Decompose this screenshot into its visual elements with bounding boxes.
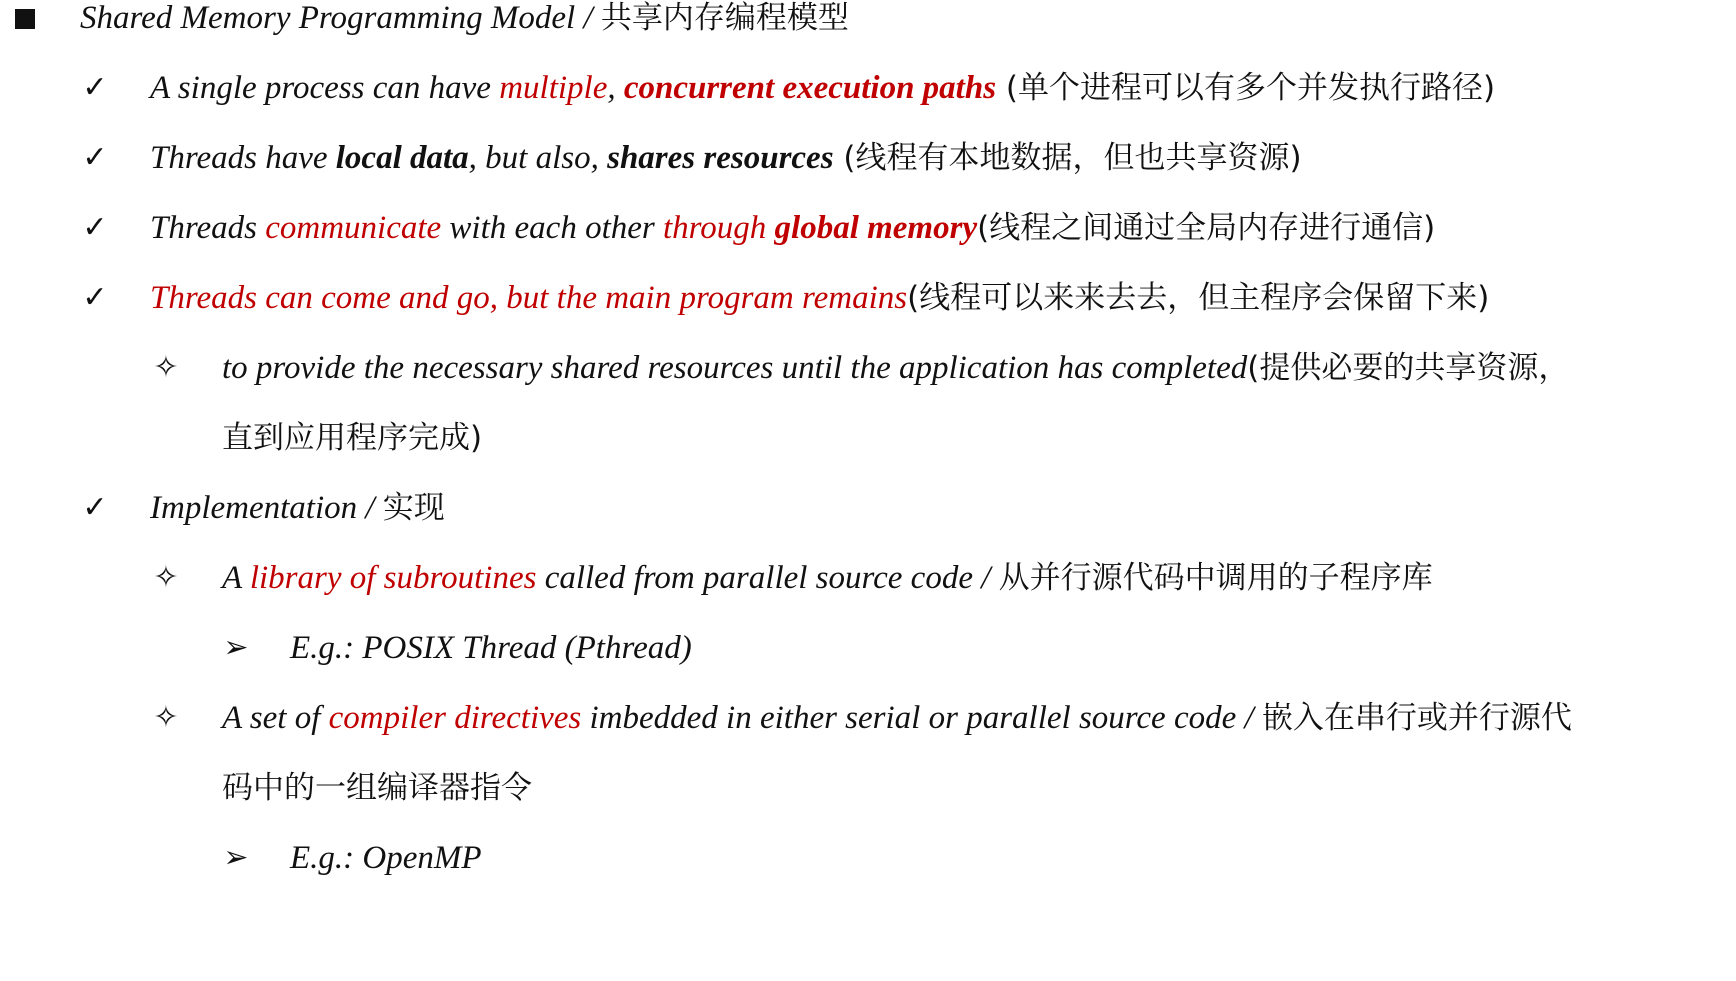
bullet-text — [222, 408, 482, 468]
bullet-text — [222, 688, 1572, 748]
bullet-text — [150, 478, 445, 538]
bullet-text — [80, 0, 849, 48]
text-segment: 直到应用程序完成) — [222, 420, 483, 456]
text-segment: compiler directives — [328, 700, 582, 736]
text-segment: concurrent execution paths — [623, 70, 997, 106]
text-segment: A — [222, 560, 250, 596]
text-segment: to provide the necessary shared resources until the application has completed — [222, 350, 1248, 386]
text-segment: (线程可以来来去去，但主程序会保留下来) — [907, 280, 1490, 316]
text-segment: Threads can come and go, but the main program remains — [150, 280, 908, 316]
text-segment: E.g.: POSIX Thread (Pthread) — [290, 630, 692, 666]
text-segment: communicate — [265, 210, 442, 246]
text-segment: Threads — [150, 210, 266, 246]
bullet-text — [222, 548, 1433, 608]
text-segment: E.g.: OpenMP — [290, 840, 482, 876]
diamond-bullet-icon: ✧ — [153, 350, 179, 385]
text-segment: 嵌入在串行或并行源代 — [1261, 700, 1572, 736]
square-bullet-icon — [12, 0, 38, 48]
arrow-bullet-icon: ➢ — [223, 630, 249, 665]
text-segment: (线程有本地数据，但也共享资源) — [833, 140, 1302, 176]
text-segment: , but also, — [468, 140, 608, 176]
text-segment: library of subroutines — [249, 560, 537, 596]
text-segment: 共享内存编程模型 — [600, 0, 849, 36]
arrow-bullet-icon: ➢ — [223, 840, 249, 875]
diamond-bullet-icon: ✧ — [153, 700, 179, 735]
text-segment: (线程之间通过全局内存进行通信) — [977, 210, 1436, 246]
diamond-bullet-icon: ✧ — [153, 560, 179, 595]
text-segment: with each other — [441, 210, 663, 246]
bullet-text — [150, 58, 1495, 118]
bullet-text — [222, 338, 1569, 398]
bullet-text — [290, 828, 482, 888]
text-segment: called from parallel source code / — [536, 560, 999, 596]
text-segment: global memory — [774, 210, 978, 246]
text-segment: imbedded in either serial or parallel source code / — [581, 700, 1262, 736]
text-segment: through — [662, 210, 775, 246]
text-segment: 实现 — [382, 490, 445, 526]
text-segment: A single process can have — [150, 70, 500, 106]
bullet-text — [150, 198, 1435, 258]
text-segment: (提供必要的共享资源， — [1247, 350, 1570, 386]
text-segment: 码中的一组编译器指令 — [222, 770, 532, 806]
bullet-text — [150, 268, 1489, 328]
text-segment: local data — [335, 140, 469, 176]
bullet-text — [290, 618, 692, 678]
bullet-text — [222, 758, 532, 818]
text-segment: 从并行源代码中调用的子程序库 — [998, 560, 1433, 596]
bullet-text — [150, 128, 1302, 188]
text-segment: A set of — [222, 700, 329, 736]
checkmark-icon: ✓ — [82, 140, 108, 175]
text-segment: (单个进程可以有多个并发执行路径) — [996, 70, 1496, 106]
text-segment: , — [607, 70, 624, 106]
text-segment: multiple — [499, 70, 608, 106]
text-segment: Threads have — [150, 140, 336, 176]
checkmark-icon: ✓ — [82, 70, 108, 105]
checkmark-icon: ✓ — [82, 210, 108, 245]
text-segment: shares resources — [607, 140, 834, 176]
text-segment: Shared Memory Programming Model / — [80, 0, 601, 36]
text-segment: Implementation / — [150, 490, 383, 526]
checkmark-icon: ✓ — [82, 490, 108, 525]
checkmark-icon: ✓ — [82, 280, 108, 315]
